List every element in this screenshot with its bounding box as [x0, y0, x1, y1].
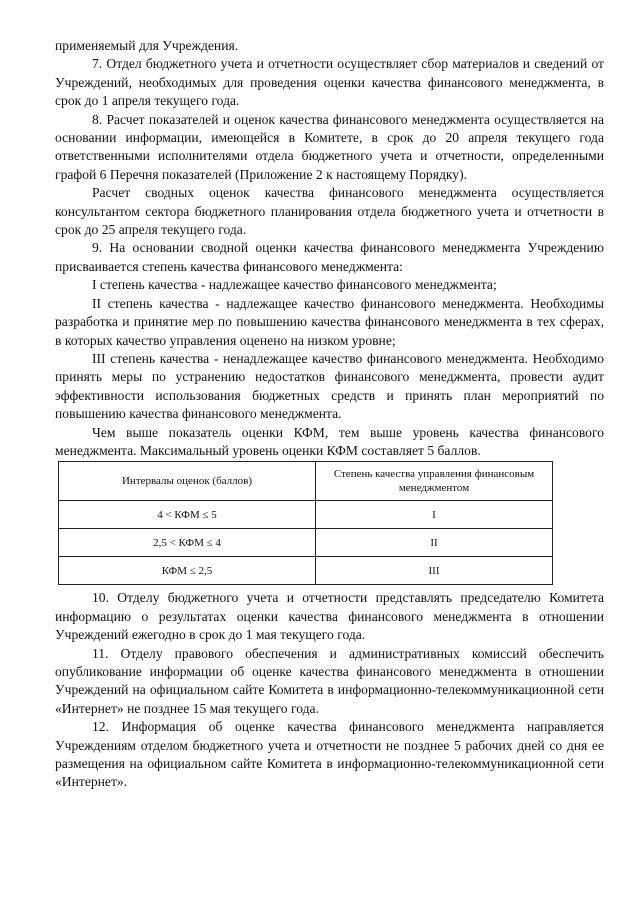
- quality-degree-2: II степень качества - надлежащее качество финансового менеджмента. Необходимы разработка и принятие мер по повышению качества финансового менеджмента в тех сферах, в которых качество управления оценено на низком уровне;: [55, 295, 604, 348]
- paragraph-8: 8. Расчет показателей и оценок качества финансового менеджмента осуществляется на основании информации, имеющейся в Комитете, в срок до 20 апреля текущего года ответственными исполнителями отдела бюджетного учета и отчетности, определенными графой 6 Перечня показателей (Приложение 2 к настоящему Порядку).: [55, 111, 604, 182]
- table-header-row: [59, 462, 553, 501]
- table-header-intervals: Интервалы оценок (баллов): [59, 462, 316, 501]
- table-row: [59, 557, 553, 585]
- table-row: [59, 501, 553, 529]
- paragraph-11: 11. Отделу правового обеспечения и административных комиссий обеспечить опубликование информации об оценке качества финансового менеджмента в отношении Учреждений на официальном сайте Комитета в информационно-телекоммуникационной сети «Интернет» не позднее 15 мая текущего года.: [55, 645, 604, 716]
- kfm-table: [58, 461, 553, 585]
- paragraph-12: 12. Информация об оценке качества финансового менеджмента направляется Учреждениям отделом бюджетного учета и отчетности не позднее 5 рабочих дней со дня ее размещения на официальном сайте Комитета в информационно-телекоммуникационной сети «Интернет».: [55, 719, 604, 790]
- paragraph-kfm-note: Чем выше показатель оценки КФМ, тем выше уровень качества финансового менеджмента. Максимальный уровень оценки КФМ составляет 5 баллов.: [55, 424, 604, 458]
- table-cell-degree: III: [316, 557, 553, 585]
- table-cell-interval: 4 < КФМ ≤ 5: [59, 501, 316, 529]
- table-cell-interval: 2,5 < КФМ ≤ 4: [59, 529, 316, 557]
- table-cell-degree: II: [316, 529, 553, 557]
- table-cell-interval: КФМ ≤ 2,5: [59, 557, 316, 585]
- paragraph-9: 9. На основании сводной оценки качества финансового менеджмента Учреждению присваивается степень качества финансового менеджмента:: [55, 240, 604, 274]
- paragraph-continuation: применяемый для Учреждения.: [55, 38, 239, 53]
- paragraph-8-summary: Расчет сводных оценок качества финансового менеджмента осуществляется консультантом сектора бюджетного планирования отдела бюджетного учета и отчетности в срок до 25 апреля текущего года.: [55, 185, 604, 238]
- quality-degree-3: III степень качества - ненадлежащее качество финансового менеджмента. Необходимо принять меры по устранению недостатков финансового менеджмента, провести аудит эффективности использования бюджетных средств и принять план мероприятий по повышению качества финансового менеджмента.: [55, 350, 604, 422]
- paragraph-7: 7. Отдел бюджетного учета и отчетности осуществляет сбор материалов и сведений от Учреждений, необходимых для проведения оценки качества финансового менеджмента, в срок до 1 апреля текущего года.: [55, 56, 604, 109]
- table-row: [59, 529, 553, 557]
- paragraph-10: 10. Отделу бюджетного учета и отчетности представлять председателю Комитета информацию о результатах оценки качества финансового менеджмента в отношении Учреждений ежегодно в срок до 1 мая текущего года.: [55, 590, 604, 643]
- document-page: [55, 37, 604, 792]
- table-cell-degree: I: [316, 501, 553, 529]
- table-header-degree: Степень качества управления финансовым менеджментом: [316, 462, 553, 501]
- quality-degree-1: I степень качества - надлежащее качество финансового менеджмента;: [92, 277, 497, 293]
